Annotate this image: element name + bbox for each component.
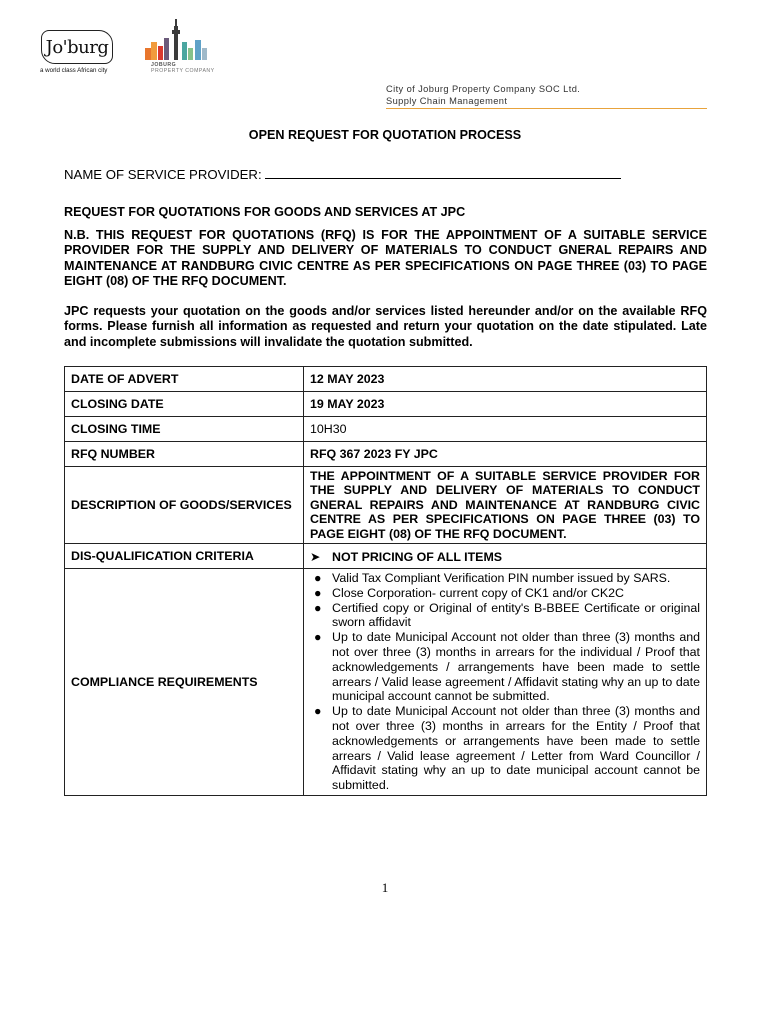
closing-date-label: CLOSING DATE (65, 392, 304, 417)
compliance-item-text: Up to date Municipal Account not older than three (3) months and not over three (3) months in arrears for the individual / Proof that acknowledgements / arrangements have been made to settle arrears / Valid lease agreement / Affidavit stating why an up to date municipal account cannot be submitted. (332, 630, 700, 704)
jpc-logo-line2: PROPERTY COMPANY (151, 68, 215, 74)
rfq-number-value: RFQ 367 2023 FY JPC (304, 442, 707, 467)
company-info (386, 84, 580, 107)
table-row-closing-date (65, 392, 707, 417)
list-item (310, 704, 700, 793)
nb-paragraph: N.B. THIS REQUEST FOR QUOTATIONS (RFQ) IS FOR THE APPOINTMENT OF A SUITABLE SERVICE PROVIDER FOR THE SUPPLY AND DELIVERY OF MATERIALS TO CONDUCT GNERAL REPAIRS AND MAINTENANCE AT RANDBURG CIVIC CENTRE AS PER SPECIFICATIONS ON PAGE THREE (03) TO PAGE EIGHT (08) OF THE RFQ DOCUMENT. (64, 228, 707, 289)
instructions-paragraph: JPC requests your quotation on the goods and/or services listed hereunder and/or on the available RFQ forms. Please furnish all information as requested and return your quotation on the date stipulated. Late and incomplete submissions will invalidate the quotation submitted. (64, 304, 707, 349)
arrow-bullet-icon: ➤ (310, 549, 321, 564)
joburg-logo-wordmark: Jo'burg (45, 36, 109, 58)
advert-date-value: 12 MAY 2023 (304, 367, 707, 392)
disqualification-label: DIS-QUALIFICATION CRITERIA (65, 544, 304, 569)
joburg-logo (40, 30, 120, 76)
header-divider (386, 108, 707, 109)
bullet-icon: ● (314, 571, 322, 586)
table-row-advert (65, 367, 707, 392)
department-name: Supply Chain Management (386, 95, 508, 106)
section-heading: REQUEST FOR QUOTATIONS FOR GOODS AND SERVICES AT JPC (64, 205, 466, 219)
company-name: City of Joburg Property Company SOC Ltd. (386, 84, 581, 94)
bullet-icon: ● (314, 600, 322, 615)
rfq-details-table (64, 366, 707, 796)
service-provider-label: NAME OF SERVICE PROVIDER: (64, 167, 262, 182)
advert-date-label: DATE OF ADVERT (65, 367, 304, 392)
bullet-icon: ● (314, 585, 322, 600)
joburg-logo-frame (41, 30, 113, 64)
list-item (310, 586, 700, 601)
compliance-label: COMPLIANCE REQUIREMENTS (65, 569, 304, 796)
list-item (310, 630, 700, 704)
closing-time-value: 10H30 (304, 417, 707, 442)
compliance-item-text: Valid Tax Compliant Verification PIN number issued by SARS. (332, 571, 671, 586)
description-value: THE APPOINTMENT OF A SUITABLE SERVICE PROVIDER FOR THE SUPPLY AND DELIVERY OF MATERIALS TO CONDUCT GNERAL REPAIRS AND MAINTENANCE AT RANDBURG CIVIC CENTRE AS PER SPECIFICATIONS ON PAGE THREE (03) TO PAGE EIGHT (08) OF THE RFQ DOCUMENT. (304, 467, 707, 544)
table-row-description (65, 467, 707, 544)
compliance-item-text: Certified copy or Original of entity's B-BBEE Certificate or original sworn affidavit (332, 600, 700, 630)
page-number: 1 (381, 880, 389, 895)
service-provider-field (64, 167, 621, 182)
disqualification-value-cell (304, 544, 707, 569)
joburg-tagline: a world class African city (40, 67, 108, 74)
jpc-logo-line1: JOBURG (151, 62, 177, 68)
list-item (310, 601, 700, 631)
document-title: OPEN REQUEST FOR QUOTATION PROCESS (248, 128, 522, 142)
description-label: DESCRIPTION OF GOODS/SERVICES (65, 467, 304, 544)
rfq-number-label: RFQ NUMBER (65, 442, 304, 467)
compliance-item-text: Up to date Municipal Account not older than three (3) months and not over three (3) months in arrears for the Entity / Proof that acknowledgements or arrangements have been made to settle arrears / Valid lease agreement / Letter from Ward Councillor / Affidavit stating why an up to date municipal account cannot be submitted. (332, 704, 700, 793)
disqualification-value: NOT PRICING OF ALL ITEMS (332, 549, 503, 564)
closing-date-value: 19 MAY 2023 (304, 392, 707, 417)
bullet-icon: ● (314, 630, 322, 645)
compliance-list-cell (304, 569, 707, 796)
jpc-logo (143, 18, 215, 76)
jpc-logo-text (151, 62, 215, 74)
table-row-compliance (65, 569, 707, 796)
compliance-item-text: Close Corporation- current copy of CK1 and/or CK2C (332, 585, 625, 600)
list-item (310, 571, 700, 586)
table-row-disqualification (65, 544, 707, 569)
jpc-skyline-icon (143, 18, 215, 62)
closing-time-label: CLOSING TIME (65, 417, 304, 442)
table-row-rfq-number (65, 442, 707, 467)
bullet-icon: ● (314, 704, 322, 719)
compliance-list (310, 571, 700, 793)
table-row-closing-time (65, 417, 707, 442)
service-provider-blank-line (265, 168, 621, 179)
